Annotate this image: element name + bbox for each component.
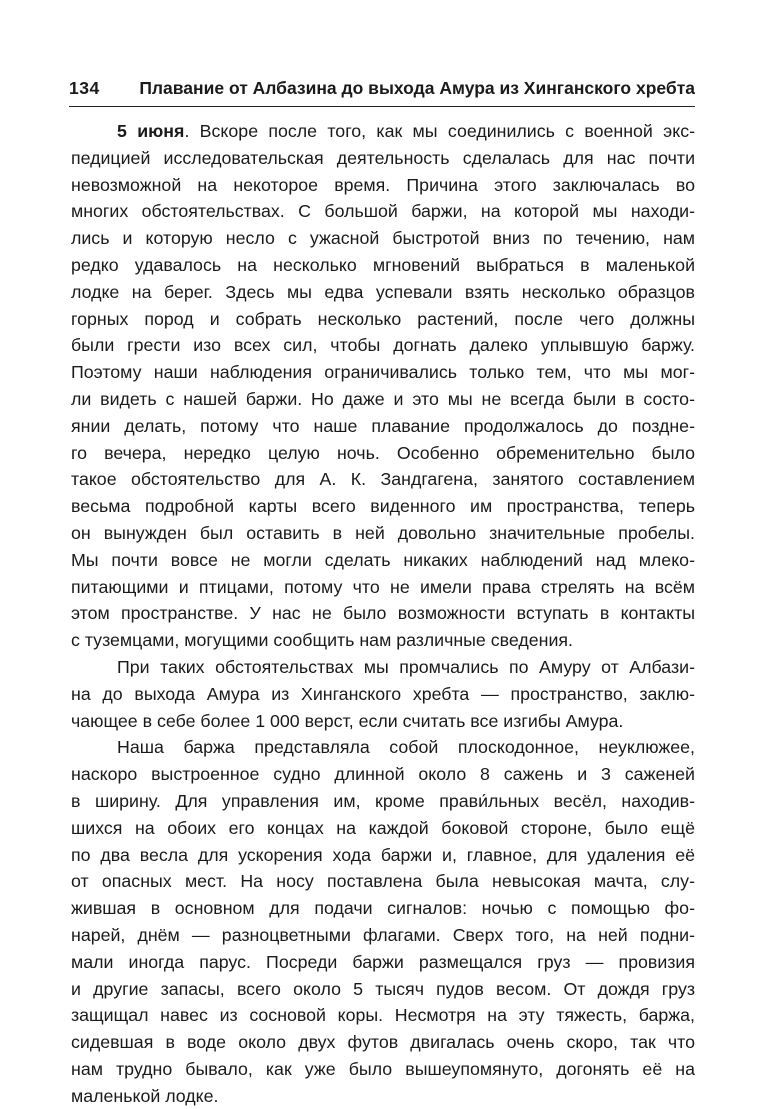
text-line: лодке на берег. Здесь мы едва успевали взять несколько образцов [71,281,695,302]
text-line: жившая в основном для подачи сигналов: ночью с помощью фо- [71,898,695,919]
text-line: с туземцами, могущими сообщить нам различные сведения. [71,630,573,651]
body-text [71,118,695,1109]
text-line: от опасных мест. На носу поставлена была невысокая мачта, слу- [71,871,695,892]
text-line: Поэтому наши наблюдения ограничивались только тем, что мы мог- [71,362,695,383]
text-line: маленькой лодке. [71,1085,219,1106]
text-line: в ширину. Для управления им, кроме прави́льных весёл, находив- [71,790,695,811]
text-line: редко удавалось на несколько мгновений выбраться в маленькой [71,254,695,275]
text-line: нарей, днём — разноцветными флагами. Сверх того, на ней подни- [71,924,695,945]
text-line: на до выхода Амура из Хинганского хребта — пространство, заклю- [71,683,695,704]
text-line: этом пространстве. У нас не было возможности вступать в контакты [71,603,695,624]
running-title: Плавание от Албазина до выхода Амура из Хинганского хребта [139,78,695,98]
text-line: многих обстоятельствах. С большой баржи, на которой мы находи- [71,201,695,222]
text-line: При таких обстоятельствах мы промчались по Амуру от Албази- [117,656,695,677]
text-line: защищал навес из сосновой коры. Несмотря на эту тяжесть, баржа, [71,1005,695,1026]
text-line: весьма подробной карты всего виденного им пространства, теперь [71,496,695,517]
text-line: по два весла для ускорения хода баржи и, главное, для удаления её [71,844,695,865]
date-label: 5 июня [117,121,185,141]
page-number: 134 [69,78,100,98]
text-line: были грести изо всех сил, чтобы догнать далеко уплывшую баржу. [71,335,695,356]
text-line: ли видеть с нашей баржи. Но даже и это мы не всегда были в состо- [71,388,695,409]
text-line: шихся на обоих его концах на каждой боковой стороне, было ещё [71,817,695,838]
text-line: нам трудно бывало, как уже было вышеупомянуто, догонять её на [71,1058,695,1079]
text-line: питающими и птицами, потому что не имели права стрелять на всём [71,576,695,597]
header-rule [69,106,695,107]
text-line: Наша баржа представляла собой плоскодонное, неуклюжее, [117,737,695,758]
page-header [69,78,695,100]
text-line: такое обстоятельство для А. К. Зандгагена, занятого составлением [71,469,695,490]
text-line: чающее в себе более 1 000 верст, если считать все изгибы Амура. [71,710,624,731]
text-line: он вынужден был оставить в ней довольно значительные пробелы. [71,522,695,543]
text-line: невозможной на некоторое время. Причина этого заключалась во [71,174,695,195]
text-line: Мы почти вовсе не могли сделать никаких наблюдений над млеко- [71,549,695,570]
text-line: 5 июня. Вскоре после того, как мы соединились с военной экс- [117,121,696,141]
text-line: педицией исследовательская деятельность сделалась для нас почти [71,147,695,168]
text-line: янии делать, потому что наше плавание продолжалось до поздне- [71,415,695,436]
text-line: и другие запасы, всего около 5 тысяч пудов весом. От дождя груз [71,978,695,999]
text-line: мали иногда парус. Посреди баржи размещался груз — провизия [71,951,695,972]
text-line: го вечера, нередко целую ночь. Особенно обременительно было [71,442,695,463]
text-line: наскоро выстроенное судно длинной около 8 сажень и 3 саженей [71,764,695,785]
text-line: лись и которую несло с ужасной быстротой вниз по течению, нам [71,228,695,249]
text-line: сидевшая в воде около двух футов двигалась очень скоро, так что [71,1032,695,1053]
text-line: горных пород и собрать несколько растений, после чего должны [71,308,695,329]
